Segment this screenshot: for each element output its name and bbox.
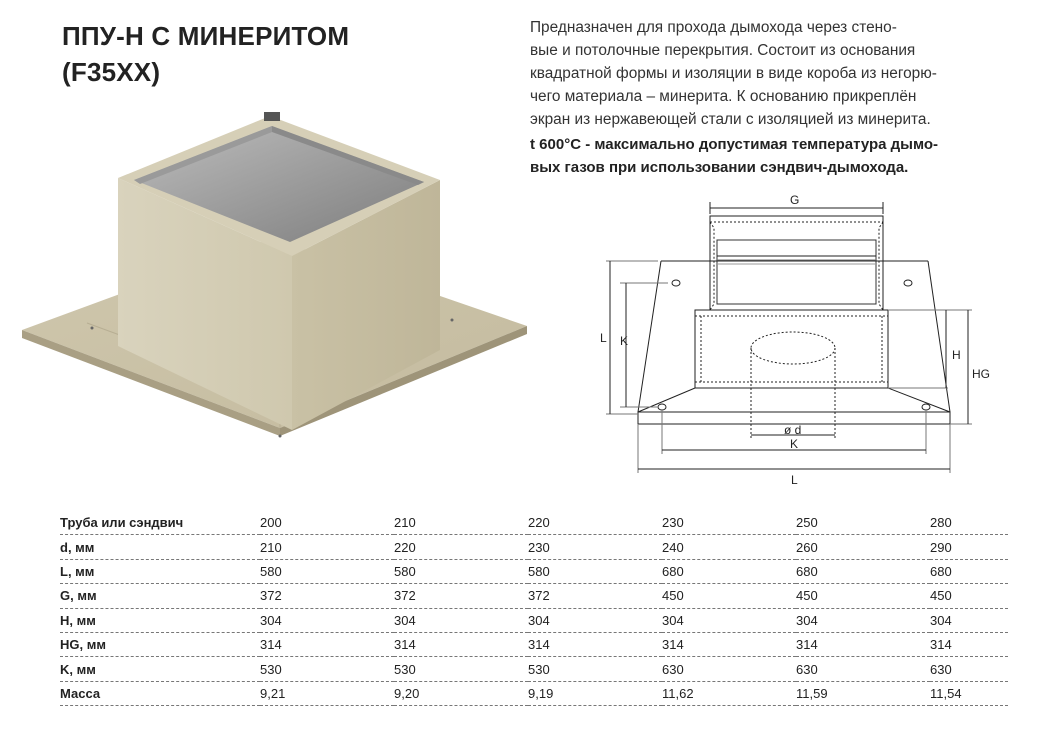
dim-label-d: ø d bbox=[784, 423, 802, 437]
cell: 680 bbox=[796, 559, 930, 583]
description-line: экран из нержавеющей стали с изоляцией из минерита. bbox=[530, 111, 931, 128]
cell: 314 bbox=[662, 632, 796, 656]
cell: 240 bbox=[662, 535, 796, 559]
table-row bbox=[60, 657, 1008, 681]
cell: 304 bbox=[930, 608, 1008, 632]
cell: 630 bbox=[662, 657, 796, 681]
dim-label-l-bottom: L bbox=[791, 473, 798, 487]
cell: 314 bbox=[260, 632, 394, 656]
row-label: Масса bbox=[60, 681, 260, 705]
cell: 304 bbox=[260, 608, 394, 632]
cell: 304 bbox=[394, 608, 528, 632]
table-row bbox=[60, 681, 1008, 705]
cell: 9,20 bbox=[394, 681, 528, 705]
row-label: K, мм bbox=[60, 657, 260, 681]
dim-label-hg: HG bbox=[972, 367, 990, 381]
row-label: G, мм bbox=[60, 584, 260, 608]
cell: 314 bbox=[930, 632, 1008, 656]
cell: 220 bbox=[528, 511, 662, 535]
description-line: Предназначен для прохода дымохода через стено- bbox=[530, 19, 897, 36]
title-line-1: ППУ-Н С МИНЕРИТОМ bbox=[62, 21, 350, 51]
product-description bbox=[530, 16, 1015, 131]
dim-label-l-side: L bbox=[600, 331, 607, 345]
dim-label-k-side: K bbox=[620, 334, 629, 348]
cell: 450 bbox=[662, 584, 796, 608]
page-title bbox=[62, 18, 482, 90]
cell: 372 bbox=[394, 584, 528, 608]
table-row bbox=[60, 584, 1008, 608]
cell: 450 bbox=[796, 584, 930, 608]
row-label: L, мм bbox=[60, 559, 260, 583]
cell: 630 bbox=[796, 657, 930, 681]
cell: 580 bbox=[528, 559, 662, 583]
cell: 9,19 bbox=[528, 681, 662, 705]
row-label: H, мм bbox=[60, 608, 260, 632]
table-row bbox=[60, 559, 1008, 583]
cell: 372 bbox=[528, 584, 662, 608]
cell: 530 bbox=[394, 657, 528, 681]
cell: 680 bbox=[930, 559, 1008, 583]
cell: 580 bbox=[394, 559, 528, 583]
description-line: вые и потолочные перекрытия. Состоит из основания bbox=[530, 42, 916, 59]
cell: 210 bbox=[260, 535, 394, 559]
cell: 250 bbox=[796, 511, 930, 535]
cell: 290 bbox=[930, 535, 1008, 559]
dim-label-g: G bbox=[790, 193, 800, 207]
row-label: d, мм bbox=[60, 535, 260, 559]
dim-label-k-bottom: K bbox=[790, 437, 799, 451]
cell: 11,59 bbox=[796, 681, 930, 705]
cell: 630 bbox=[930, 657, 1008, 681]
cell: 220 bbox=[394, 535, 528, 559]
cell: 304 bbox=[662, 608, 796, 632]
cell: 9,21 bbox=[260, 681, 394, 705]
description-line: квадратной формы и изоляции в виде короба из негорю- bbox=[530, 65, 937, 82]
cell: 260 bbox=[796, 535, 930, 559]
cell: 314 bbox=[394, 632, 528, 656]
table-row bbox=[60, 608, 1008, 632]
row-label: HG, мм bbox=[60, 632, 260, 656]
cell: 314 bbox=[796, 632, 930, 656]
dim-label-h: H bbox=[952, 348, 961, 362]
title-line-2: (F35XX) bbox=[62, 57, 161, 87]
specs-table bbox=[60, 511, 1008, 706]
cell: 11,62 bbox=[662, 681, 796, 705]
cell: 580 bbox=[260, 559, 394, 583]
cell: 230 bbox=[528, 535, 662, 559]
table-row bbox=[60, 535, 1008, 559]
cell: 304 bbox=[796, 608, 930, 632]
cell: 230 bbox=[662, 511, 796, 535]
cell: 210 bbox=[394, 511, 528, 535]
row-label: Труба или сэндвич bbox=[60, 511, 260, 535]
cell: 450 bbox=[930, 584, 1008, 608]
cell: 280 bbox=[930, 511, 1008, 535]
cell: 304 bbox=[528, 608, 662, 632]
cell: 372 bbox=[260, 584, 394, 608]
table-row bbox=[60, 632, 1008, 656]
note-line: t 600°С - максимально допустимая температура дымо- bbox=[530, 136, 939, 153]
product-photo bbox=[22, 108, 532, 493]
cell: 11,54 bbox=[930, 681, 1008, 705]
note-line: вых газов при использовании сэндвич-дымохода. bbox=[530, 159, 909, 176]
cell: 530 bbox=[528, 657, 662, 681]
table-row bbox=[60, 511, 1008, 535]
cell: 314 bbox=[528, 632, 662, 656]
description-line: чего материала – минерита. К основанию прикреплён bbox=[530, 88, 917, 105]
cell: 530 bbox=[260, 657, 394, 681]
technical-drawing bbox=[598, 188, 990, 493]
cell: 200 bbox=[260, 511, 394, 535]
cell: 680 bbox=[662, 559, 796, 583]
temperature-note bbox=[530, 133, 1015, 179]
